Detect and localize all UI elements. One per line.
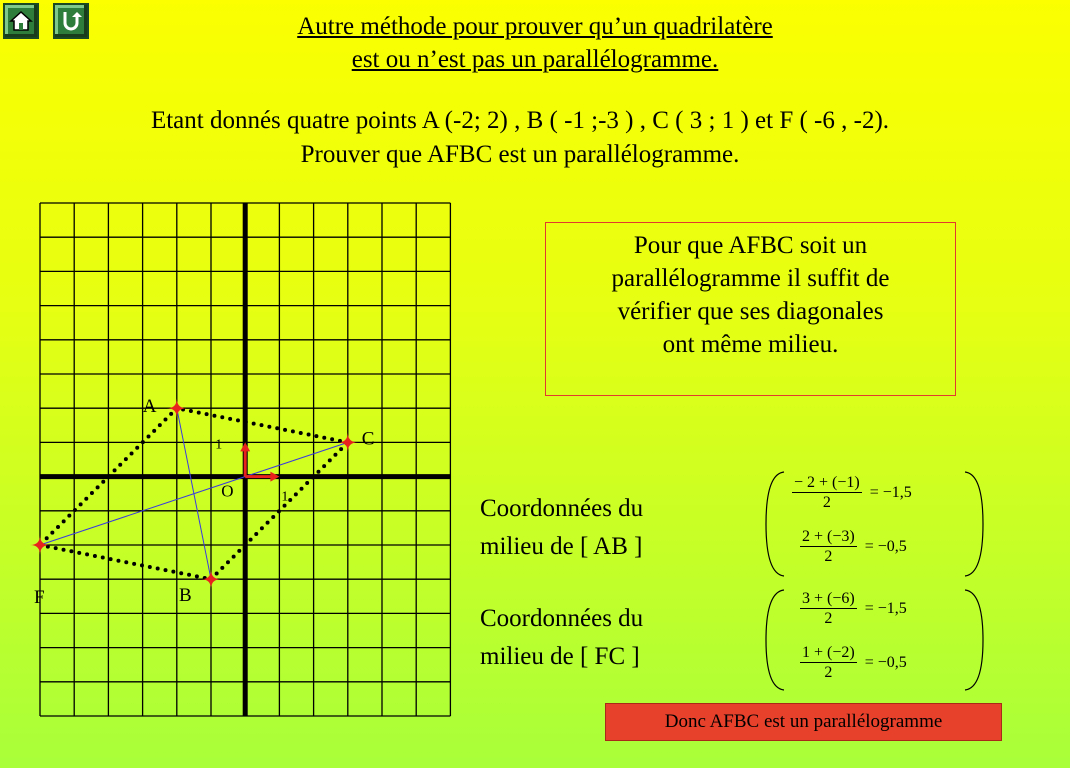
point-label-f: F — [34, 587, 45, 608]
ab-x-result: = −1,5 — [869, 484, 912, 501]
ab-y-fraction — [800, 528, 857, 566]
fc-x-denominator: 2 — [824, 610, 833, 627]
fc-y-fraction — [800, 644, 857, 682]
coordinate-grid — [34, 203, 454, 725]
fc-y-result: = −0,5 — [864, 654, 907, 671]
side-fb — [40, 545, 211, 579]
point-label-a: A — [142, 396, 157, 418]
ab-x-fraction — [792, 474, 862, 512]
fc-y-denominator: 2 — [824, 664, 833, 681]
title-line-1: Autre méthode pour prouver qu’un quadrilatère — [297, 13, 773, 40]
conclusion-box: Donc AFBC est un parallélogramme — [605, 703, 1002, 741]
ab-midpoint-calculation — [762, 468, 987, 580]
ab-x-numerator: − 2 + (−1) — [794, 474, 860, 491]
diagonal-fc — [40, 442, 348, 545]
fc-y-numerator: 1 + (−2) — [802, 644, 855, 661]
unit-vectors — [240, 442, 279, 481]
problem-statement — [0, 104, 1040, 172]
hint-box — [545, 222, 956, 396]
side-ca — [177, 408, 348, 442]
ab-label-line-1: Coordonnées du — [480, 495, 644, 522]
ab-y-result: = −0,5 — [864, 538, 907, 555]
ab-y-denominator: 2 — [824, 548, 833, 565]
unit-vector-y-arrowhead — [240, 442, 250, 451]
hint-line-1: Pour que AFBC soit un — [633, 232, 868, 259]
statement-line-2: Prouver que AFBC est un parallélogramme. — [300, 141, 740, 168]
ab-x-denominator: 2 — [822, 494, 831, 511]
origin-label: O — [221, 481, 234, 501]
fc-x-fraction — [800, 590, 857, 628]
ab-label-line-2: milieu de [ AB ] — [480, 533, 643, 560]
ab-x-line — [792, 474, 912, 512]
hint-line-3: vérifier que ses diagonales — [617, 298, 884, 325]
point-label-b: B — [179, 585, 192, 607]
hint-line-4: ont même milieu. — [662, 331, 839, 358]
point-label-c: C — [361, 428, 375, 450]
fc-label-line-1: Coordonnées du — [480, 605, 644, 632]
ab-midpoint-label — [480, 490, 643, 566]
ab-y-line — [800, 528, 907, 566]
fc-x-line — [800, 590, 907, 628]
hint-line-2: parallélogramme il suffit de — [611, 265, 890, 292]
fc-label-line-2: milieu de [ FC ] — [480, 643, 640, 670]
fc-midpoint-calculation — [762, 586, 987, 694]
fc-x-numerator: 3 + (−6) — [802, 590, 855, 607]
fc-midpoint-label — [480, 600, 643, 676]
unit-x-label: 1 — [281, 489, 289, 505]
unit-y-label: 1 — [215, 437, 223, 453]
fc-x-result: = −1,5 — [864, 600, 907, 617]
ab-y-numerator: 2 + (−3) — [802, 528, 855, 545]
unit-vector-x-arrowhead — [270, 472, 279, 482]
fc-y-line — [800, 644, 907, 682]
statement-line-1: Etant donnés quatre points A (-2; 2) , B ( -1 ;-3 ) , C ( 3 ; 1 ) et F ( -6 , -2). — [150, 107, 890, 134]
page-title — [0, 10, 1070, 76]
title-line-2: est ou n’est pas un parallélogramme. — [351, 46, 719, 73]
